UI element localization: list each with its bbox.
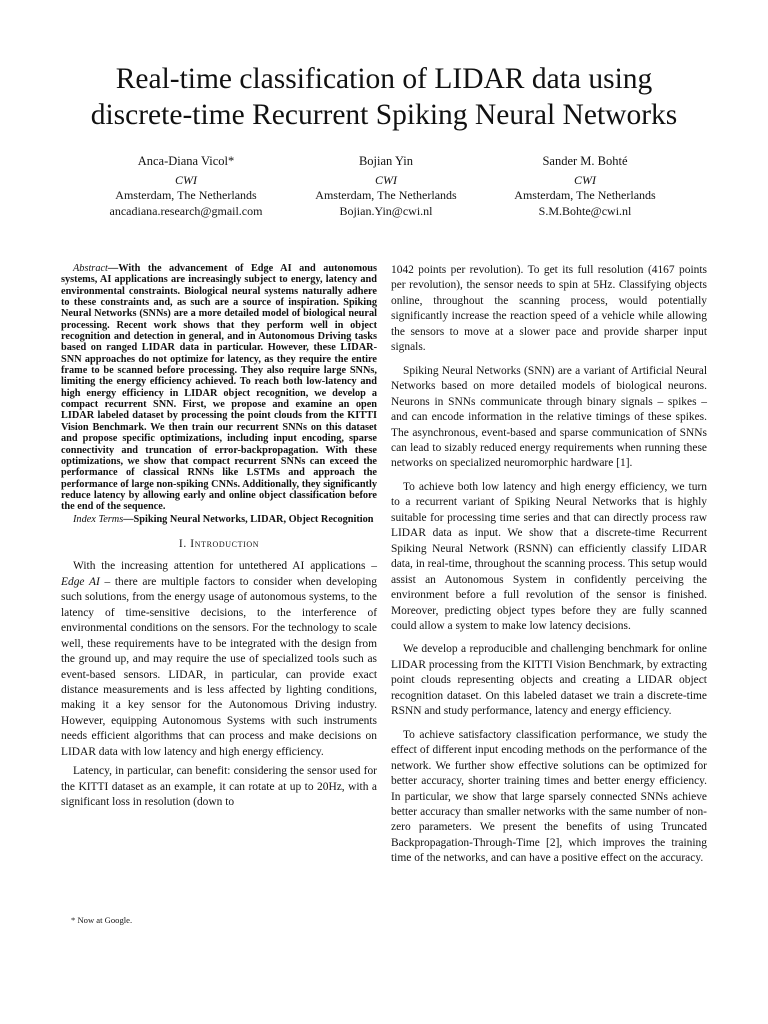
- paper-title: [40, 61, 728, 133]
- left-column: [61, 263, 377, 811]
- author-location: Amsterdam, The Netherlands: [514, 188, 656, 203]
- footnote: * Now at Google.: [71, 915, 133, 925]
- abstract-text: —With the advancement of Edge AI and autonomous systems, AI applications are increasingly subject to energy, latency and environmental constraints. Biological neural systems naturally adhere to these constraints and, as such are a source of inspiration. Spiking Neural Networks (SNNs) are a more detailed model of biological neural processing. Recent work shows that they perform well in object recognition and detection in general, and in Autonomous Driving tasks based on ranged LIDAR data in particular. However, these LIDAR-SNN approaches do not optimize for latency, as they require the entire frame to be scanned before processing. They also require large SNNs, limiting the energy efficiency achieved. To reach both low-latency and high energy efficiency in LIDAR object recognition, we develop a compact recurrent SNN. First, we propose and examine an open LIDAR labeled dataset by processing the point clouds from the KITTI Vision Benchmark. We then train our recurrent SNNs on this dataset and propose specific optimizations, including input encoding, sparse connectivity and truncation of error-backpropagation. With these optimizations, we show that compact recurrent SNNs can exceed the performance of classical RNNs like LSTMs and approach the performance of large non-spiking CNNs. Additionally, they significantly reduce latency by allowing early and online object classification before the end of the sequence.: [61, 263, 377, 513]
- author-name: Bojian Yin: [358, 154, 414, 168]
- author-block-3: [475, 154, 695, 219]
- author-email: ancadiana.research@gmail.com: [109, 203, 263, 218]
- section-heading: I. Introduction: [178, 537, 260, 550]
- abstract: [61, 263, 377, 513]
- abstract-lead: Abstract: [73, 263, 108, 274]
- author-block-1: [76, 154, 296, 219]
- body-paragraph: 1042 points per revolution). To get its full resolution (4167 points per revolution), the sensor needs to spin at 5Hz. Classifying objects online, throughout the scanning process, would potentially significantly increase the reaction speed of a vehicle while allowing the sensors to move at a slower pace and provide sharper input signals.: [391, 264, 707, 354]
- author-block-2: [276, 154, 496, 219]
- body-paragraph: [61, 559, 377, 760]
- author-name: Anca-Diana Vicol*: [137, 154, 235, 168]
- paragraph-text: With the increasing attention for untethered AI applications –: [73, 560, 377, 573]
- body-paragraph: Spiking Neural Networks (SNN) are a variant of Artificial Neural Networks based on more detailed models of biological neurons. Neurons in SNNs communicate through binary signals – spikes – and can encode information in the relative timings of these spikes. The asynchronous, event-based and sparse communication of SNNs can lead to sizably reduced energy requirements when running these networks on specialized neuromorphic hardware [1].: [391, 364, 707, 470]
- author-affiliation: CWI: [574, 172, 596, 187]
- body-paragraph: We develop a reproducible and challenging benchmark for online LIDAR processing from the KITTI Vision Benchmark, by extracting point clouds representing objects and creating a LIDAR object recognition dataset. On this labeled dataset we train a discrete-time RSNN and study performance, latency and energy efficiency.: [391, 643, 707, 718]
- body-paragraph: Latency, in particular, can benefit: considering the sensor used for the KITTI dataset as an example, it can rotate at up to 20Hz, with a significant loss in resolution (down to: [61, 765, 377, 809]
- title-line-2: discrete-time Recurrent Spiking Neural Networks: [90, 99, 678, 131]
- right-column: [391, 263, 707, 875]
- index-terms-lead: Index Terms: [73, 513, 124, 525]
- title-line-1: Real-time classification of LIDAR data using: [115, 63, 653, 95]
- paragraph-text: – there are multiple factors to consider when developing such solutions, from the energy usage of autonomous systems, to the latency of time-sensitive decisions, to the interference of environmental conditions on the sensors. For the technology to scale well, these requirements have to be integrated with the design from the ground up, and may require the use of specialized tools such as event-based sensors. LIDAR, in particular, can provide exact distance measurements and is less affected by lighting conditions, making it a key sensor for the Autonomous Driving industry. However, equipping Autonomous Systems with such instruments needs efficient algorithms that can process and make decisions on LIDAR data with low latency and high energy efficiency.: [61, 575, 377, 758]
- body-paragraph: To achieve satisfactory classification performance, we study the effect of different input encoding methods on the performance of the network. We further show effective solutions can be optimized for better accuracy, shorter training times and better energy efficiency. In particular, we show that large sparsely connected SNNs achieve better accuracy than smaller networks with the same number of non-zero parameters. We present the benefits of using Truncated Backpropagation-Through-Time [2], which improves the training time of the networks, and can have a positive effect on the accuracy.: [391, 728, 707, 865]
- author-location: Amsterdam, The Netherlands: [315, 188, 457, 203]
- index-terms-text: —Spiking Neural Networks, LIDAR, Object Recognition: [123, 513, 374, 525]
- author-email: Bojian.Yin@cwi.nl: [339, 203, 433, 218]
- author-affiliation: CWI: [175, 172, 197, 187]
- author-name: Sander M. Bohté: [542, 154, 628, 168]
- body-paragraph: To achieve both low latency and high energy efficiency, we turn to a recurrent variant of Spiking Neural Networks that is highly suitable for processing time series and that can directly process raw LIDAR data as input. We show that a discrete-time Recurrent Spiking Neural Network (RSNN) can efficiently classify LIDAR data, in real-time, throughout the scanning process. This setup would assist an Autonomous System in confidently perceiving the environment before a full revolution of the sensor is finished. Moreover, predicting object types before they are fully scanned could allow a system to make low latency decisions.: [391, 480, 707, 632]
- emphasis-text: Edge AI: [61, 575, 100, 588]
- author-location: Amsterdam, The Netherlands: [115, 188, 257, 203]
- author-email: S.M.Bohte@cwi.nl: [538, 203, 632, 218]
- author-affiliation: CWI: [375, 172, 397, 187]
- index-terms: [61, 514, 377, 525]
